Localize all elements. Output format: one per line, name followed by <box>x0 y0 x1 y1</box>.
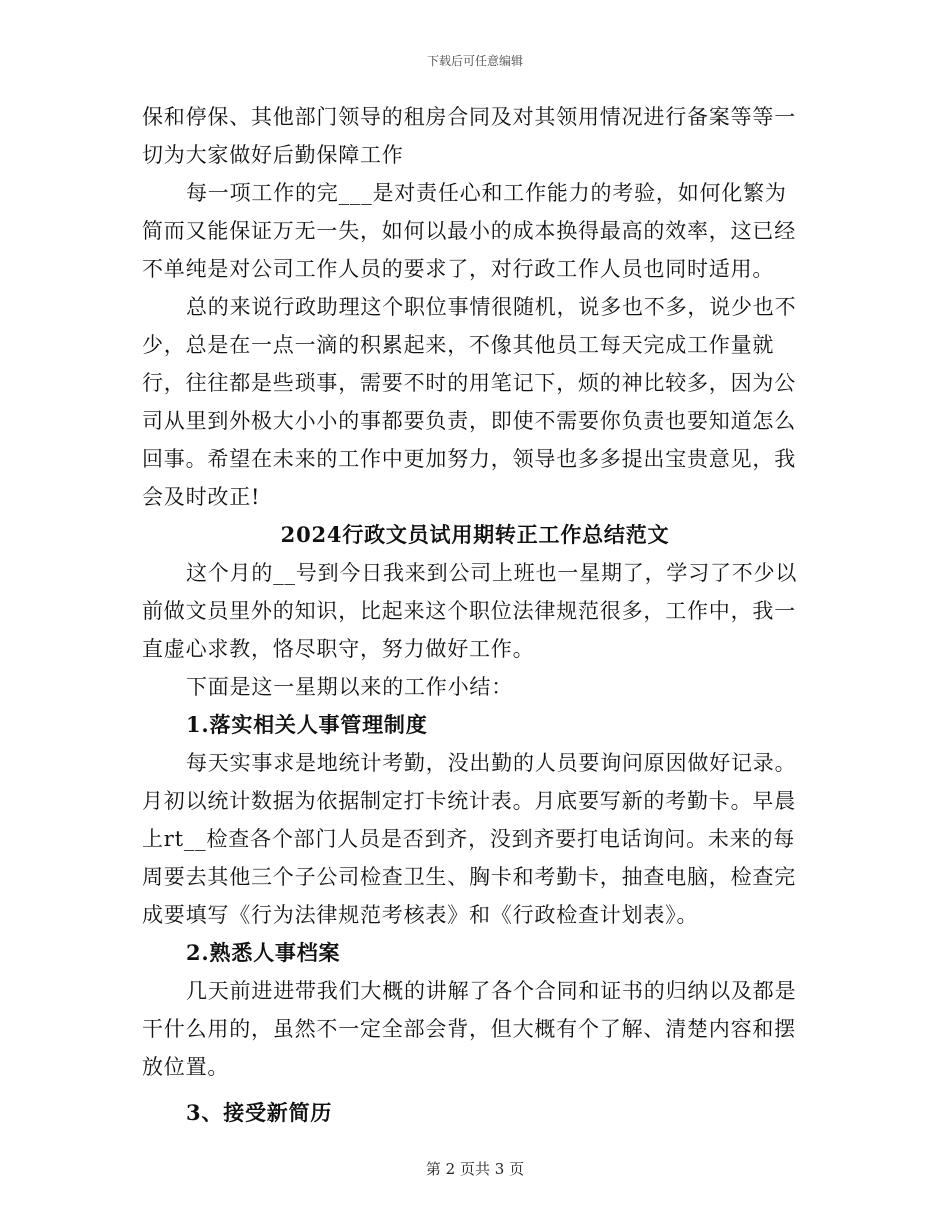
page-header: 下载后可任意编辑 <box>426 54 523 68</box>
paragraph-summary: 总的来说行政助理这个职位事情很随机，说多也不多，说少也不少，总是在一点一滴的积累起来，不像其他员工每天完成工作量就行，往往都是些琐事，需要不时的用笔记下，烦的神比较多，因为公司从里到外极大小小的事都要负责，即使不需要你负责也要知道怎么回事。希望在未来的工作中更加努力，领导也多多提出宝贵意见，我会及时改正! <box>142 295 797 509</box>
paragraph-intro: 这个月的__号到今日我来到公司上班也一星期了，学习了不少以前做文员里外的知识，比起来这个职位法律规范很多，工作中，我一直虚心求教，恪尽职守，努力做好工作。 <box>142 561 798 661</box>
document-title: 2024行政文员试用期转正工作总结范文 <box>280 522 670 547</box>
paragraph-archives: 几天前进进带我们大概的讲解了各个合同和证书的归纳以及都是干什么用的，虽然不一定全部会背，但大概有个了解、清楚内容和摆放位置。 <box>142 979 797 1079</box>
section-heading-3: 3、接受新简历 <box>186 1100 333 1125</box>
section-heading-2: 2.熟悉人事档案 <box>186 940 341 965</box>
paragraph-attendance: 每天实事求是地统计考勤，没出勤的人员要询问原因做好记录。月初以统计数据为依据制定打卡统计表。月底要写新的考勤卡。早晨上rt__检查各个部门人员是否到齐，没到齐要打电话询问。未来的每周要去其他三个子公司检查卫生、胸卡和考勤卡，抽查电脑，检查完成要填写《行为法律规范考核表》和《行政检查计划表》。 <box>142 751 797 927</box>
paragraph-work-test: 每一项工作的完___是对责任心和工作能力的考验，如何化繁为简而又能保证万无一失，如何以最小的成本换得最高的效率，这已经不单纯是对公司工作人员的要求了，对行政工作人员也同时适用。 <box>142 181 796 281</box>
document-body <box>142 98 808 1132</box>
paragraph-logistics: 保和停保、其他部门领导的租房合同及对其领用情况进行备案等等一切为大家做好后勤保障工作 <box>142 105 796 167</box>
page-footer: 第 2 页共 3 页 <box>425 1160 525 1178</box>
paragraph-summary-lead: 下面是这一星期以来的工作小结： <box>186 675 513 699</box>
section-heading-1: 1.落实相关人事管理制度 <box>186 712 428 737</box>
